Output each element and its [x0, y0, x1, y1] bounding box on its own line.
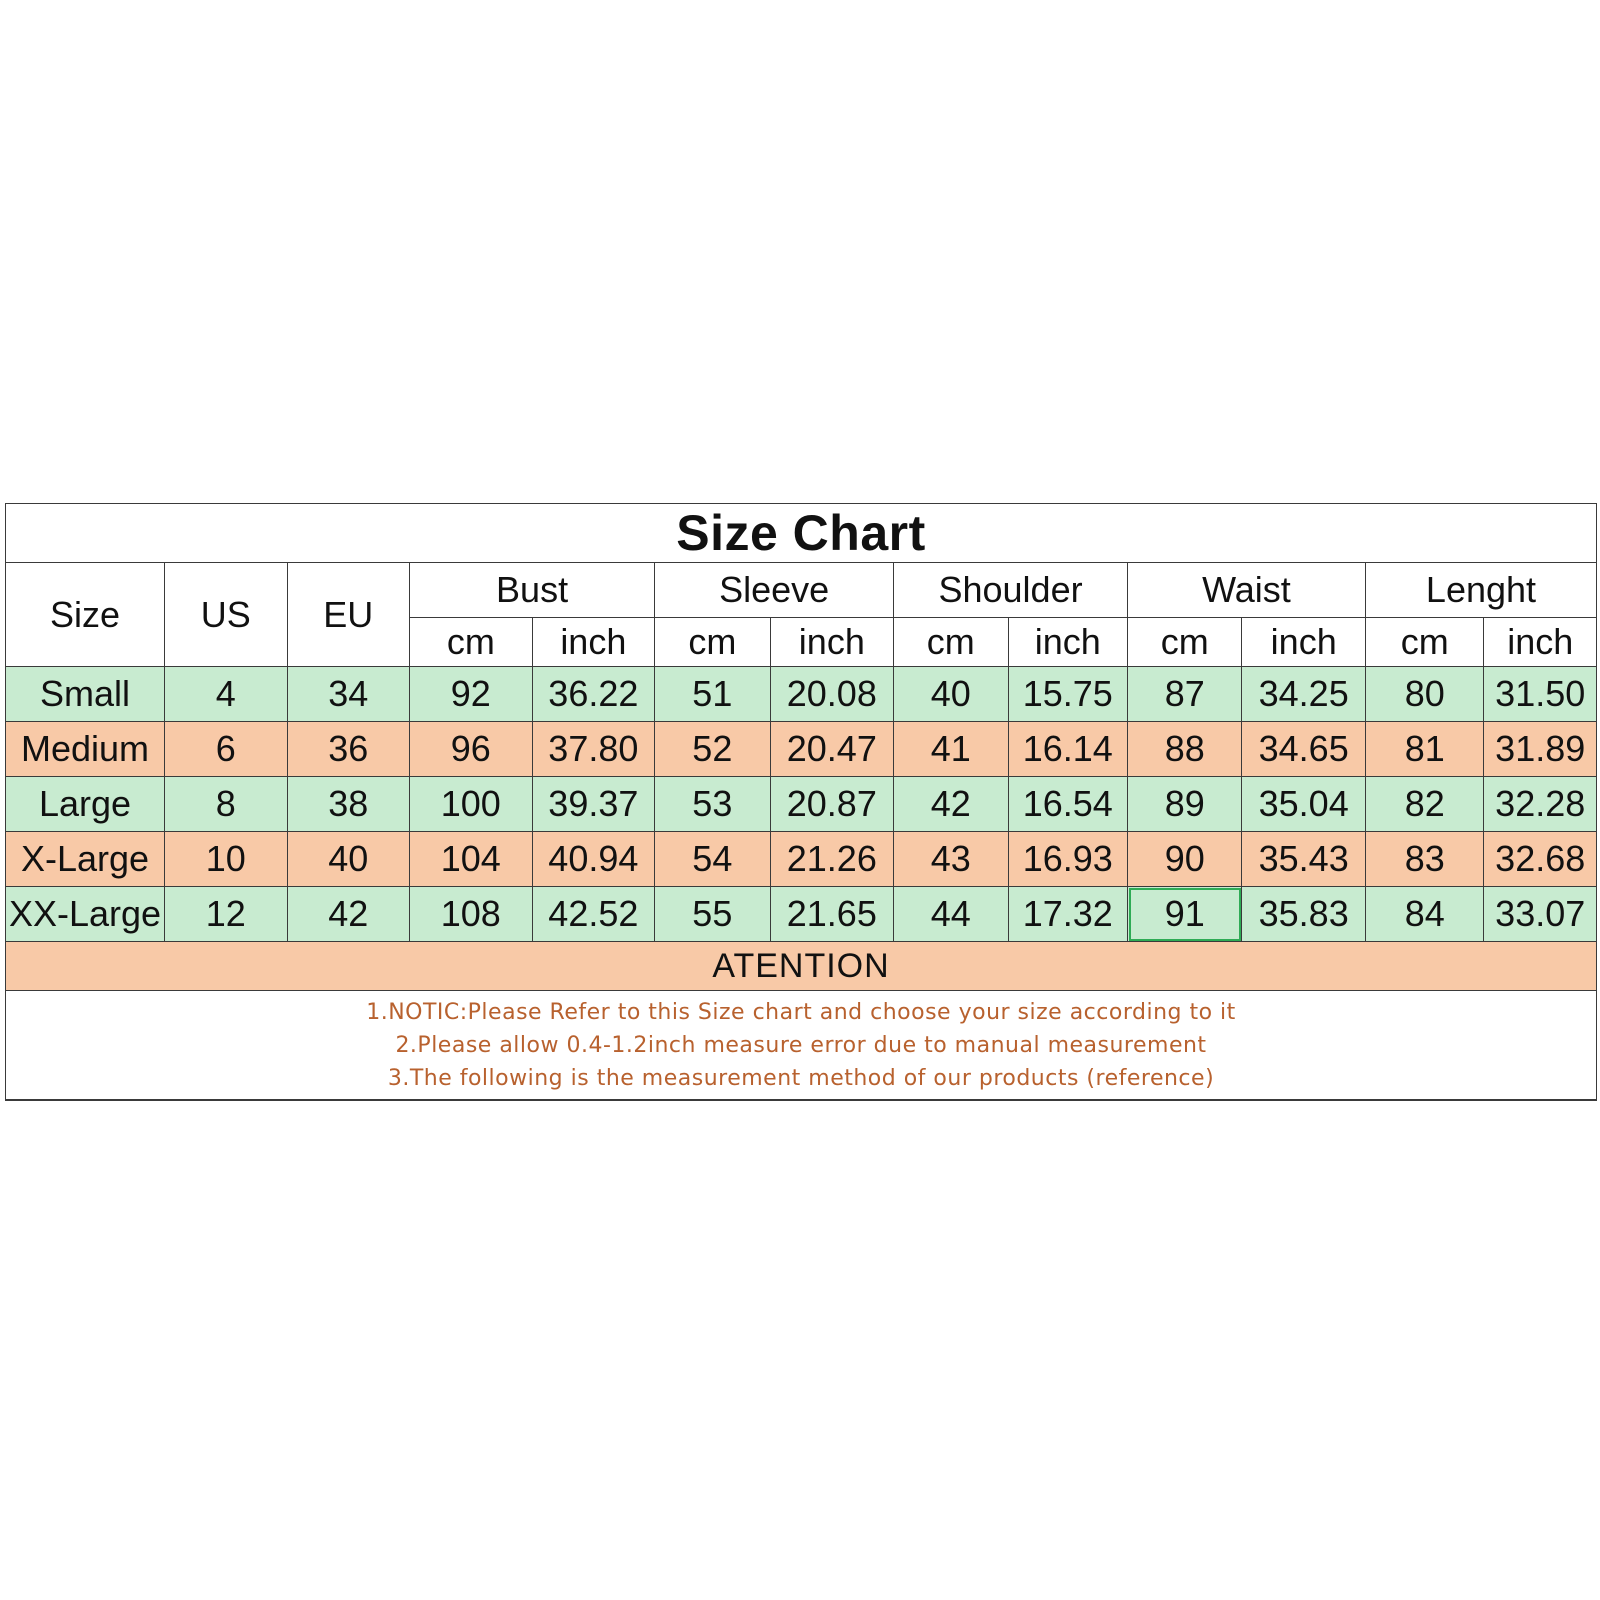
- unit-cm: cm: [1128, 618, 1242, 667]
- sleeve-inch-cell: 20.47: [770, 722, 894, 777]
- table-row: [6, 667, 1597, 722]
- length-inch-cell: 32.28: [1484, 777, 1597, 832]
- length-cm-cell: 84: [1365, 887, 1483, 942]
- unit-cm: cm: [655, 618, 770, 667]
- note-line-2: 2.Please allow 0.4-1.2inch measure error due to manual measurement: [395, 1032, 1207, 1058]
- attention-row: [6, 942, 1597, 991]
- table-row: [6, 777, 1597, 832]
- shoulder-cm-cell: 42: [894, 777, 1008, 832]
- waist-inch-cell: 35.83: [1242, 887, 1366, 942]
- col-header-shoulder: Shoulder: [894, 563, 1128, 618]
- sleeve-cm-cell: 55: [655, 887, 770, 942]
- sleeve-inch-cell: 21.26: [770, 832, 894, 887]
- waist-cm-cell: 89: [1128, 777, 1242, 832]
- bust-inch-cell: 42.52: [532, 887, 655, 942]
- note-line-1: 1.NOTIC:Please Refer to this Size chart and choose your size according to it: [366, 999, 1236, 1025]
- eu-size-cell: 42: [287, 887, 410, 942]
- waist-inch-cell: 34.65: [1242, 722, 1366, 777]
- unit-inch: inch: [532, 618, 655, 667]
- col-header-eu: EU: [287, 563, 410, 667]
- size-name-cell: Small: [6, 667, 165, 722]
- us-size-cell: 4: [164, 667, 287, 722]
- col-header-waist: Waist: [1128, 563, 1366, 618]
- length-inch-cell: 33.07: [1484, 887, 1597, 942]
- table-row: [6, 832, 1597, 887]
- note-line-3: 3.The following is the measurement method of our products (reference): [387, 1065, 1215, 1091]
- size-name-cell: X-Large: [6, 832, 165, 887]
- bust-inch-cell: 39.37: [532, 777, 655, 832]
- sleeve-cm-cell: 51: [655, 667, 770, 722]
- eu-size-cell: 38: [287, 777, 410, 832]
- shoulder-cm-cell: 40: [894, 667, 1008, 722]
- us-size-cell: 10: [164, 832, 287, 887]
- unit-inch: inch: [1008, 618, 1127, 667]
- length-inch-cell: 31.89: [1484, 722, 1597, 777]
- waist-inch-cell: 35.43: [1242, 832, 1366, 887]
- shoulder-cm-cell: 44: [894, 887, 1008, 942]
- eu-size-cell: 34: [287, 667, 410, 722]
- us-size-cell: 6: [164, 722, 287, 777]
- bust-inch-cell: 36.22: [532, 667, 655, 722]
- header-row: [6, 563, 1597, 618]
- size-chart-table: [5, 503, 1597, 1101]
- bust-cm-cell: 104: [410, 832, 533, 887]
- bust-inch-cell: 40.94: [532, 832, 655, 887]
- chart-title: Size Chart: [6, 504, 1597, 563]
- table-row: [6, 887, 1597, 942]
- eu-size-cell: 36: [287, 722, 410, 777]
- unit-inch: inch: [770, 618, 894, 667]
- notes-row: [6, 991, 1597, 1101]
- table-row: [6, 722, 1597, 777]
- unit-inch: inch: [1484, 618, 1597, 667]
- length-cm-cell: 82: [1365, 777, 1483, 832]
- attention-banner: ATENTION: [6, 942, 1597, 991]
- shoulder-cm-cell: 43: [894, 832, 1008, 887]
- sleeve-cm-cell: 54: [655, 832, 770, 887]
- sleeve-cm-cell: 53: [655, 777, 770, 832]
- col-header-us: US: [164, 563, 287, 667]
- length-cm-cell: 80: [1365, 667, 1483, 722]
- shoulder-inch-cell: 16.54: [1008, 777, 1127, 832]
- size-name-cell: Medium: [6, 722, 165, 777]
- waist-inch-cell: 34.25: [1242, 667, 1366, 722]
- col-header-sleeve: Sleeve: [655, 563, 894, 618]
- bust-cm-cell: 100: [410, 777, 533, 832]
- unit-cm: cm: [410, 618, 533, 667]
- shoulder-inch-cell: 15.75: [1008, 667, 1127, 722]
- bust-cm-cell: 108: [410, 887, 533, 942]
- col-header-length: Lenght: [1365, 563, 1596, 618]
- unit-cm: cm: [894, 618, 1008, 667]
- unit-cm: cm: [1365, 618, 1483, 667]
- shoulder-cm-cell: 41: [894, 722, 1008, 777]
- sleeve-inch-cell: 21.65: [770, 887, 894, 942]
- bust-cm-cell: 92: [410, 667, 533, 722]
- title-row: [6, 504, 1597, 563]
- shoulder-inch-cell: 17.32: [1008, 887, 1127, 942]
- waist-cm-cell: 90: [1128, 832, 1242, 887]
- unit-inch: inch: [1242, 618, 1366, 667]
- size-chart: [5, 503, 1597, 1098]
- bust-cm-cell: 96: [410, 722, 533, 777]
- length-cm-cell: 81: [1365, 722, 1483, 777]
- sleeve-inch-cell: 20.87: [770, 777, 894, 832]
- waist-inch-cell: 35.04: [1242, 777, 1366, 832]
- notes-block: [6, 991, 1597, 1101]
- bust-inch-cell: 37.80: [532, 722, 655, 777]
- sleeve-inch-cell: 20.08: [770, 667, 894, 722]
- length-inch-cell: 31.50: [1484, 667, 1597, 722]
- shoulder-inch-cell: 16.93: [1008, 832, 1127, 887]
- col-header-size: Size: [6, 563, 165, 667]
- us-size-cell: 8: [164, 777, 287, 832]
- waist-cm-cell: 87: [1128, 667, 1242, 722]
- length-inch-cell: 32.68: [1484, 832, 1597, 887]
- waist-cm-cell: 88: [1128, 722, 1242, 777]
- eu-size-cell: 40: [287, 832, 410, 887]
- shoulder-inch-cell: 16.14: [1008, 722, 1127, 777]
- waist-cm-cell-selected[interactable]: 91: [1128, 887, 1242, 942]
- sleeve-cm-cell: 52: [655, 722, 770, 777]
- size-name-cell: XX-Large: [6, 887, 165, 942]
- col-header-bust: Bust: [410, 563, 655, 618]
- length-cm-cell: 83: [1365, 832, 1483, 887]
- size-name-cell: Large: [6, 777, 165, 832]
- us-size-cell: 12: [164, 887, 287, 942]
